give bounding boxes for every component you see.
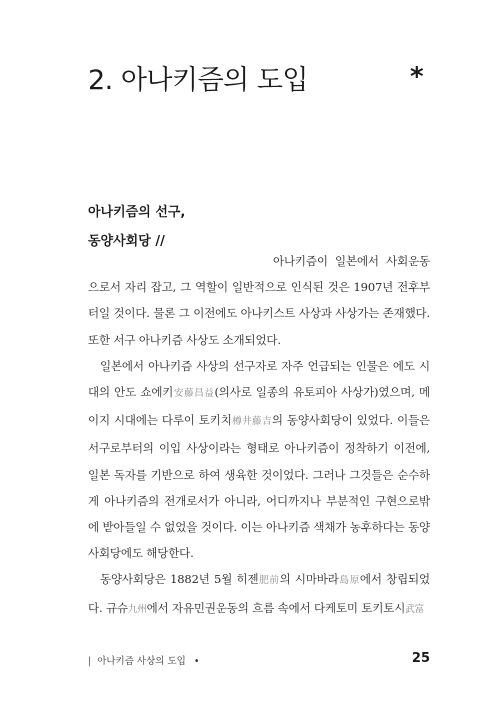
chapter-asterisk-mark: *	[410, 62, 424, 92]
paragraph-3-text-a: 동양사회당은 1882년 5월 히젠	[100, 572, 259, 587]
paragraph-1: 아나키즘이 일본에서 사회운동으로서 자리 잡고, 그 역할이 일반적으로 인식된 것은 1907년 전후부터일 것이다. 물론 그 이전에도 아나키스트 사상과 사상가는 존재했다. 또한 서구 아나키즘 사상도 소개되었다.	[88, 254, 430, 347]
paragraph-3-text-b: 의 시마바라	[279, 572, 339, 587]
footer-dot: •	[193, 656, 200, 667]
paragraph-2-text-c: 의 동양사회당이 있었다. 이들은 서구로부터의 이입 사상이라는 형태로 아나키즘이 정착하기 이전에, 일본 독자를 기반으로 하여 생육한 것이었다. 그러나 그것들은 순수하게 아나키즘의 전개로서가 아니라, 어디까지나 부분적인 구현으로밖에 받아들일 수 없었을 것이다. 이는 아나키즘 색채가 농후하다는 동양사회당에도 해당한다.	[88, 413, 430, 561]
hanja-annotation: 島原	[338, 575, 360, 587]
hanja-annotation: 肥前	[258, 575, 280, 587]
paragraph-3	[88, 566, 430, 622]
footer-bar: |	[88, 656, 92, 667]
paragraph-2-text-a: 일본에서 아나키즘 사상의 선구자로 자주 언급되는 인물은 에도 시대의 안도 쇼에키	[88, 358, 430, 400]
hanja-annotation: 安藤昌益	[173, 388, 215, 400]
section-title-line2: 동양사회당 //	[88, 234, 165, 249]
chapter-title: 2. 아나키즘의 도입	[88, 65, 308, 96]
paragraph-3-text-c: 에서 창립되었다. 규슈	[88, 572, 430, 615]
paragraph-3-text-d: 에서 자유민권운동의 흐름 속에서 다케토미 토키토시	[146, 600, 406, 615]
page-number: 25	[411, 651, 430, 666]
paragraph-2-text-b: (의사로 일종의 유토피아 사상가)였으며, 메이지 시대에는 다루이 토키치	[88, 385, 430, 428]
hanja-annotation: 九州	[127, 603, 147, 615]
body-text	[88, 248, 430, 623]
paragraph-2	[88, 353, 430, 567]
section-title-line1: 아나키즘의 선구,	[88, 205, 186, 220]
page-footer	[88, 653, 430, 667]
running-title: 아나키즘 사상의 도입	[97, 656, 186, 667]
hanja-annotation: 樽井藤吉	[231, 416, 272, 428]
hanja-annotation: 武富	[405, 603, 424, 615]
